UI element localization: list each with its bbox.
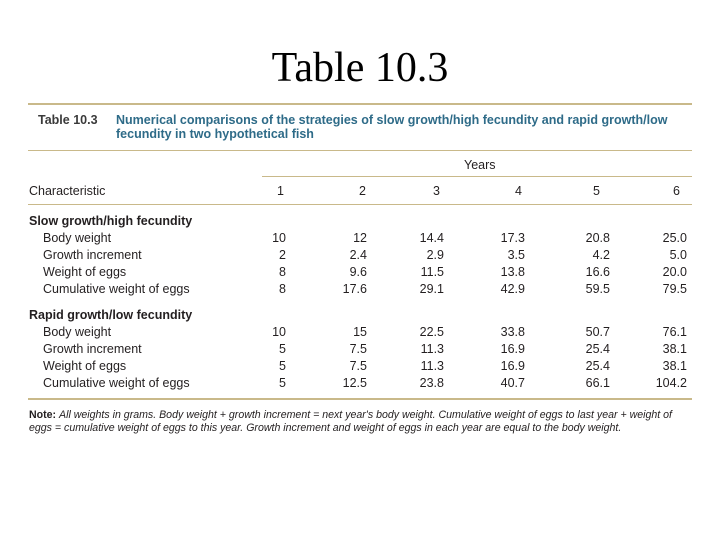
cell: 5 [279, 359, 286, 373]
cell: 14.4 [419, 231, 444, 245]
table-row [0, 325, 720, 342]
year-header-3: 3 [433, 184, 440, 198]
cell: 10 [272, 231, 286, 245]
cell: 16.9 [500, 342, 525, 356]
cell: 8 [279, 265, 286, 279]
year-header-1: 1 [277, 184, 284, 198]
table-row [0, 231, 720, 248]
row-label: Body weight [43, 325, 112, 339]
cell: 7.5 [349, 342, 367, 356]
row-label: Growth increment [43, 342, 142, 356]
cell: 16.9 [500, 359, 525, 373]
group-title-rapid-growth: Rapid growth/low fecundity [29, 308, 193, 322]
cell: 17.6 [342, 282, 367, 296]
slide-title: Table 10.3 [271, 45, 449, 91]
cell: 22.5 [419, 325, 444, 339]
table-row [0, 248, 720, 265]
table-top-rule [28, 103, 692, 105]
cell: 7.5 [349, 359, 367, 373]
years-rule [262, 176, 692, 177]
note-text: All weights in grams. Body weight + growth increment = next year's body weight. Cumulative weight of eggs to last year + weight of eggs = cumulative weight of eggs to this year. Growth increment and weight of eggs in each year are equal to the body weight. [29, 409, 672, 434]
cell: 25.4 [585, 359, 610, 373]
year-header-4: 4 [515, 184, 522, 198]
cell: 20.0 [662, 265, 687, 279]
row-label: Cumulative weight of eggs [43, 282, 190, 296]
year-header-6: 6 [673, 184, 680, 198]
cell: 15 [353, 325, 367, 339]
caption-text: Numerical comparisons of the strategies of slow growth/high fecundity and rapid growth/low fecundity in two hypothetical fish [116, 113, 668, 141]
cell: 25.0 [662, 231, 687, 245]
cell: 4.2 [592, 248, 610, 262]
cell: 50.7 [585, 325, 610, 339]
caption-label: Table 10.3 [38, 113, 98, 127]
cell: 33.8 [500, 325, 525, 339]
row-label: Cumulative weight of eggs [43, 376, 190, 390]
row-label: Weight of eggs [43, 265, 127, 279]
cell: 66.1 [585, 376, 610, 390]
cell: 12 [353, 231, 367, 245]
row-label: Body weight [43, 231, 112, 245]
table-row [0, 282, 720, 299]
year-header-5: 5 [593, 184, 600, 198]
cell: 9.6 [349, 265, 367, 279]
cell: 2.9 [426, 248, 444, 262]
cell: 79.5 [662, 282, 687, 296]
cell: 23.8 [419, 376, 444, 390]
header-rule [28, 204, 692, 205]
row-label: Growth increment [43, 248, 142, 262]
cell: 59.5 [585, 282, 610, 296]
table-row [0, 359, 720, 376]
cell: 20.8 [585, 231, 610, 245]
table-note [29, 409, 697, 435]
year-header-2: 2 [359, 184, 366, 198]
cell: 5 [279, 376, 286, 390]
cell: 5 [279, 342, 286, 356]
cell: 5.0 [669, 248, 687, 262]
cell: 11.3 [420, 342, 444, 356]
characteristic-header: Characteristic [29, 184, 106, 198]
row-label: Weight of eggs [43, 359, 127, 373]
cell: 12.5 [342, 376, 367, 390]
cell: 76.1 [662, 325, 687, 339]
table-row [0, 376, 720, 393]
cell: 42.9 [500, 282, 525, 296]
cell: 16.6 [585, 265, 610, 279]
cell: 2 [279, 248, 286, 262]
cell: 38.1 [662, 342, 687, 356]
cell: 38.1 [662, 359, 687, 373]
cell: 25.4 [585, 342, 610, 356]
cell: 13.8 [500, 265, 525, 279]
table-row [0, 265, 720, 282]
cell: 40.7 [500, 376, 525, 390]
note-label: Note: [29, 409, 57, 421]
cell: 11.5 [420, 265, 444, 279]
cell: 8 [279, 282, 286, 296]
table-bottom-rule [28, 398, 692, 400]
caption-rule [28, 150, 692, 151]
cell: 104.2 [655, 376, 687, 390]
table-row [0, 342, 720, 359]
cell: 17.3 [500, 231, 525, 245]
cell: 3.5 [507, 248, 525, 262]
cell: 29.1 [419, 282, 444, 296]
cell: 10 [272, 325, 286, 339]
group-title-slow-growth: Slow growth/high fecundity [29, 214, 193, 228]
cell: 11.3 [420, 359, 444, 373]
years-header: Years [464, 158, 496, 172]
cell: 2.4 [349, 248, 367, 262]
